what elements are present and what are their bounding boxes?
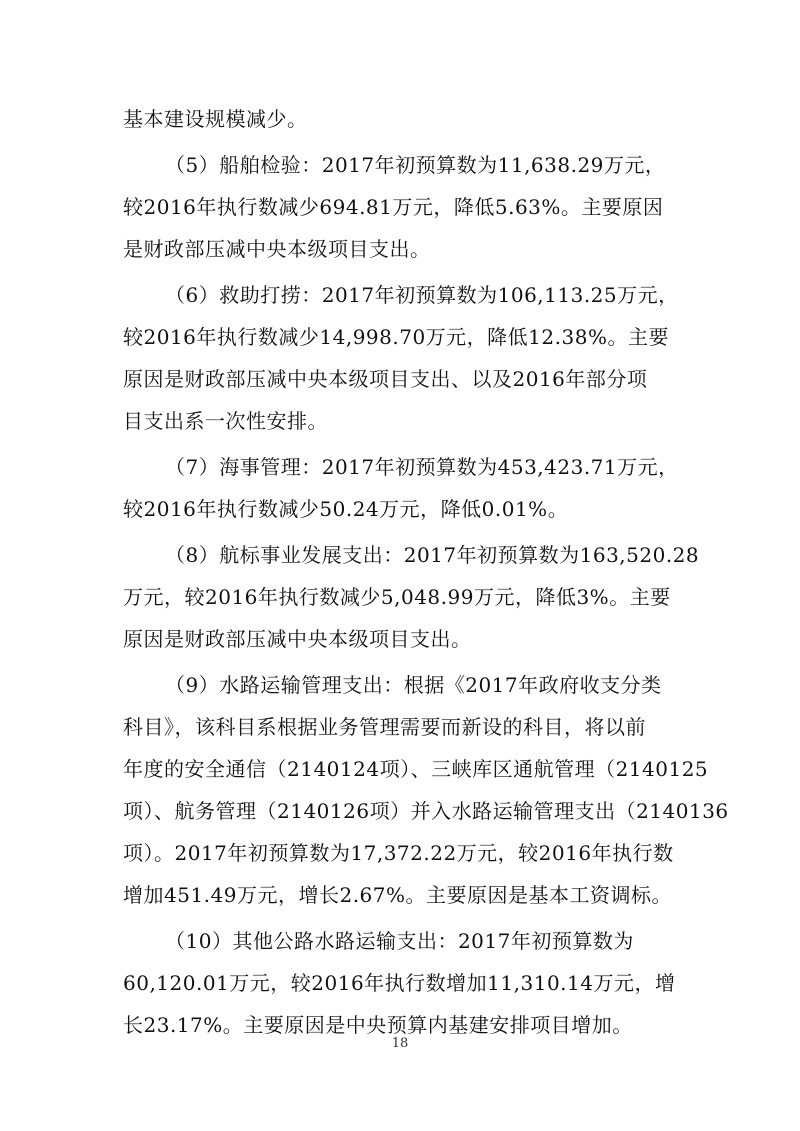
text-line: 目支出系一次性安排。	[123, 409, 328, 433]
text-line: （9）水路运输管理支出：根据《2017年政府收支分类	[165, 673, 662, 697]
paragraph	[123, 534, 700, 660]
text-line: （7）海事管理：2017年初预算数为453,423.71万元，	[165, 455, 679, 479]
text-line: 增加451.49万元，增长2.67%。主要原因是基本工资调标。	[123, 883, 673, 907]
text-line: 较2016年执行数减少694.81万元，降低5.63%。主要原因	[123, 195, 664, 219]
text-line: （10）其他公路水路运输支出：2017年初预算数为	[165, 929, 634, 953]
text-line: 长23.17%。主要原因是中央预算内基建安排项目增加。	[123, 1013, 633, 1037]
text-line: 项）、航务管理（2140126项）并入水路运输管理支出（2140136	[123, 799, 729, 823]
text-line: 基本建设规模减少。	[123, 107, 308, 131]
paragraph	[123, 446, 683, 530]
paragraph	[123, 274, 683, 442]
paragraph	[123, 664, 729, 916]
text-line: 项）。2017年初预算数为17,372.22万元，较2016年执行数	[123, 841, 674, 865]
paragraph	[123, 98, 683, 140]
text-line: （5）船舶检验：2017年初预算数为11,638.29万元，	[165, 153, 666, 177]
text-line: 万元，较2016年执行数减少5,048.99万元，降低3%。主要	[123, 585, 671, 609]
text-line: 是财政部压减中央本级项目支出。	[123, 237, 431, 261]
text-line: 60,120.01万元，较2016年执行数增加11,310.14万元，增	[123, 971, 676, 995]
text-line: 年度的安全通信（2140124项）、三峡库区通航管理（2140125	[123, 757, 709, 781]
body-text	[123, 98, 729, 1050]
text-line: 科目》，该科目系根据业务管理需要而新设的科目，将以前	[123, 715, 646, 739]
text-line: 较2016年执行数减少50.24万元，降低0.01%。	[123, 497, 569, 521]
text-line: （8）航标事业发展支出：2017年初预算数为163,520.28	[165, 543, 700, 567]
paragraph	[123, 920, 683, 1046]
page-number: 18	[391, 1036, 409, 1051]
text-line: 原因是财政部压减中央本级项目支出。	[123, 627, 472, 651]
text-line: 原因是财政部压减中央本级项目支出、以及2016年部分项	[123, 367, 648, 391]
text-line: 较2016年执行数减少14,998.70万元，降低12.38%。主要	[123, 325, 669, 349]
paragraph	[123, 144, 683, 270]
text-line: （6）救助打捞：2017年初预算数为106,113.25万元，	[165, 283, 679, 307]
